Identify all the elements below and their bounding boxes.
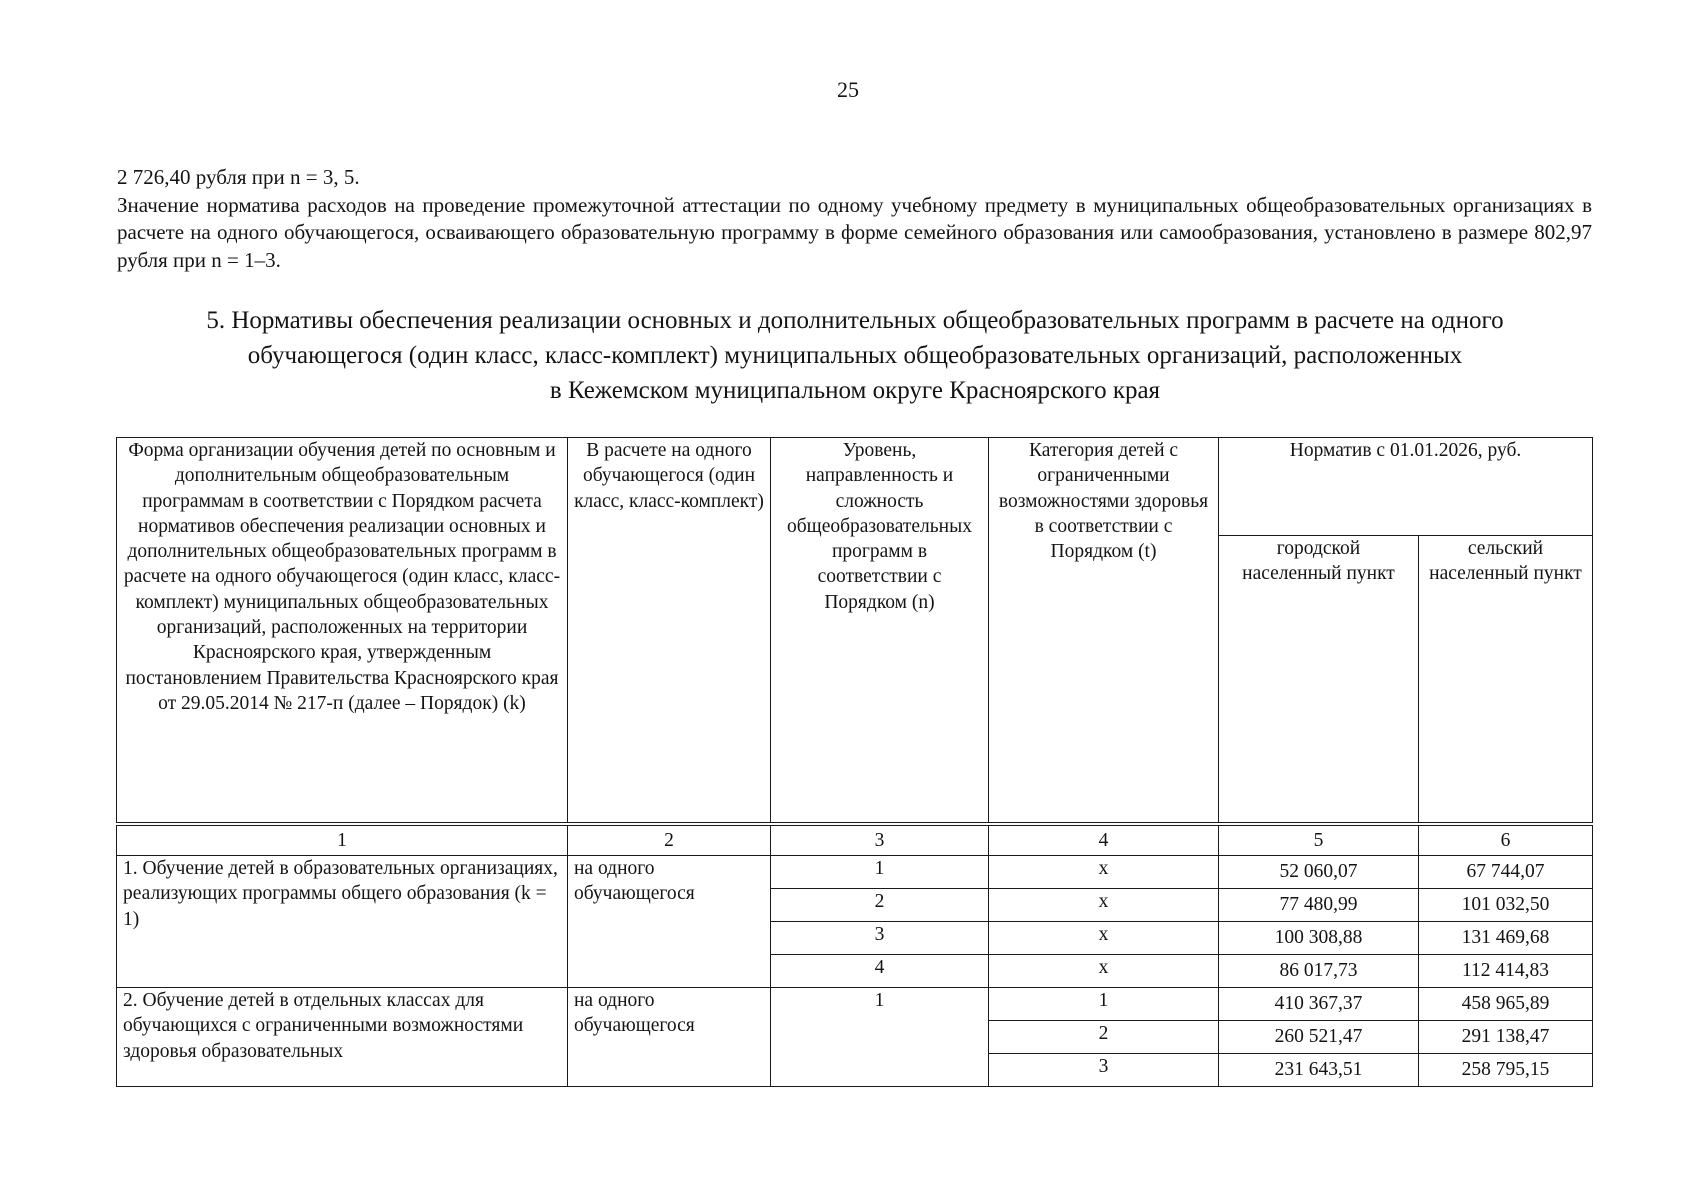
table-row xyxy=(117,988,1593,1021)
header-category: Категория детей с ограниченными возможностями здоровья в соответствии с Порядком (t) xyxy=(989,438,1219,824)
category-cell: х xyxy=(989,922,1219,955)
heading-line-2: обучающегося (один класс, класс-комплект) муниципальных общеобразовательных организаций, расположенных xyxy=(247,342,1463,369)
column-number-row xyxy=(117,824,1593,856)
urban-value: 231 643,51 xyxy=(1219,1054,1419,1087)
header-row xyxy=(117,438,1593,536)
level-cell: 1 xyxy=(771,988,989,1087)
rural-value: 458 965,89 xyxy=(1419,988,1593,1021)
group1-form: 1. Обучение детей в образовательных организациях, реализующих программы общего образования (k = 1) xyxy=(117,856,568,988)
urban-value: 100 308,88 xyxy=(1219,922,1419,955)
rural-value: 291 138,47 xyxy=(1419,1021,1593,1054)
level-cell: 3 xyxy=(771,922,989,955)
column-number: 2 xyxy=(568,824,771,856)
column-number: 6 xyxy=(1419,824,1593,856)
header-urban: городской населенный пункт xyxy=(1219,536,1419,824)
rural-value: 67 744,07 xyxy=(1419,856,1593,889)
header-level: Уровень, направленность и сложность общеобразовательных программ в соответствии с Порядком (n) xyxy=(771,438,989,824)
rural-value: 258 795,15 xyxy=(1419,1054,1593,1087)
category-cell: х xyxy=(989,889,1219,922)
header-norm: Норматив с 01.01.2026, руб. xyxy=(1219,438,1593,536)
column-number: 4 xyxy=(989,824,1219,856)
intro-text xyxy=(117,164,1592,274)
norms-table xyxy=(116,437,1593,1087)
group2-form: 2. Обучение детей в отдельных классах для обучающихся с ограниченными возможностями здоровья образовательных xyxy=(117,988,568,1087)
rural-value: 131 469,68 xyxy=(1419,922,1593,955)
intro-paragraph: Значение норматива расходов на проведение промежуточной аттестации по одному учебному предмету в муниципальных общеобразовательных организациях в расчете на одного обучающегося, осваивающего образовательную программу в форме семейного образования или самообразования, установлено в размере 802,97 рубля при n = 1–3. xyxy=(117,192,1592,272)
page-number: 25 xyxy=(837,77,859,102)
header-form: Форма организации обучения детей по основным и дополнительным общеобразовательным программам в соответствии с Порядком расчета нормативов обеспечения реализации основных и дополнительных общеобразовательных программ в расчете на одного обучающегося (один класс, класс-комплект) муниципальных общеобразовательных организаций, расположенных на территории Красноярского края, утвержденным постановлением Правительства Красноярского края от 29.05.2014 № 217-п (далее – Порядок) (k) xyxy=(117,438,568,824)
category-cell: х xyxy=(989,856,1219,889)
category-cell: х xyxy=(989,955,1219,988)
rural-value: 101 032,50 xyxy=(1419,889,1593,922)
urban-value: 260 521,47 xyxy=(1219,1021,1419,1054)
column-number: 1 xyxy=(117,824,568,856)
intro-line: 2 726,40 рубля при n = 3, 5. xyxy=(117,165,360,189)
heading-line-3: в Кежемском муниципальном округе Красноярского края xyxy=(549,377,1161,404)
group1-per: на одного обучающегося xyxy=(568,856,771,988)
group2-per: на одного обучающегося xyxy=(568,988,771,1087)
column-number: 5 xyxy=(1219,824,1419,856)
urban-value: 86 017,73 xyxy=(1219,955,1419,988)
level-cell: 4 xyxy=(771,955,989,988)
header-rural: сельский населенный пункт xyxy=(1419,536,1593,824)
urban-value: 410 367,37 xyxy=(1219,988,1419,1021)
column-number: 3 xyxy=(771,824,989,856)
heading-line-1: 5. Нормативы обеспечения реализации основных и дополнительных общеобразовательных программ в расчете на одного xyxy=(206,307,1504,334)
header-per: В расчете на одного обучающегося (один класс, класс-комплект) xyxy=(568,438,771,824)
level-cell: 1 xyxy=(771,856,989,889)
section-heading xyxy=(130,303,1580,408)
level-cell: 2 xyxy=(771,889,989,922)
category-cell: 2 xyxy=(989,1021,1219,1054)
urban-value: 77 480,99 xyxy=(1219,889,1419,922)
urban-value: 52 060,07 xyxy=(1219,856,1419,889)
rural-value: 112 414,83 xyxy=(1419,955,1593,988)
table-row xyxy=(117,856,1593,889)
category-cell: 3 xyxy=(989,1054,1219,1087)
category-cell: 1 xyxy=(989,988,1219,1021)
